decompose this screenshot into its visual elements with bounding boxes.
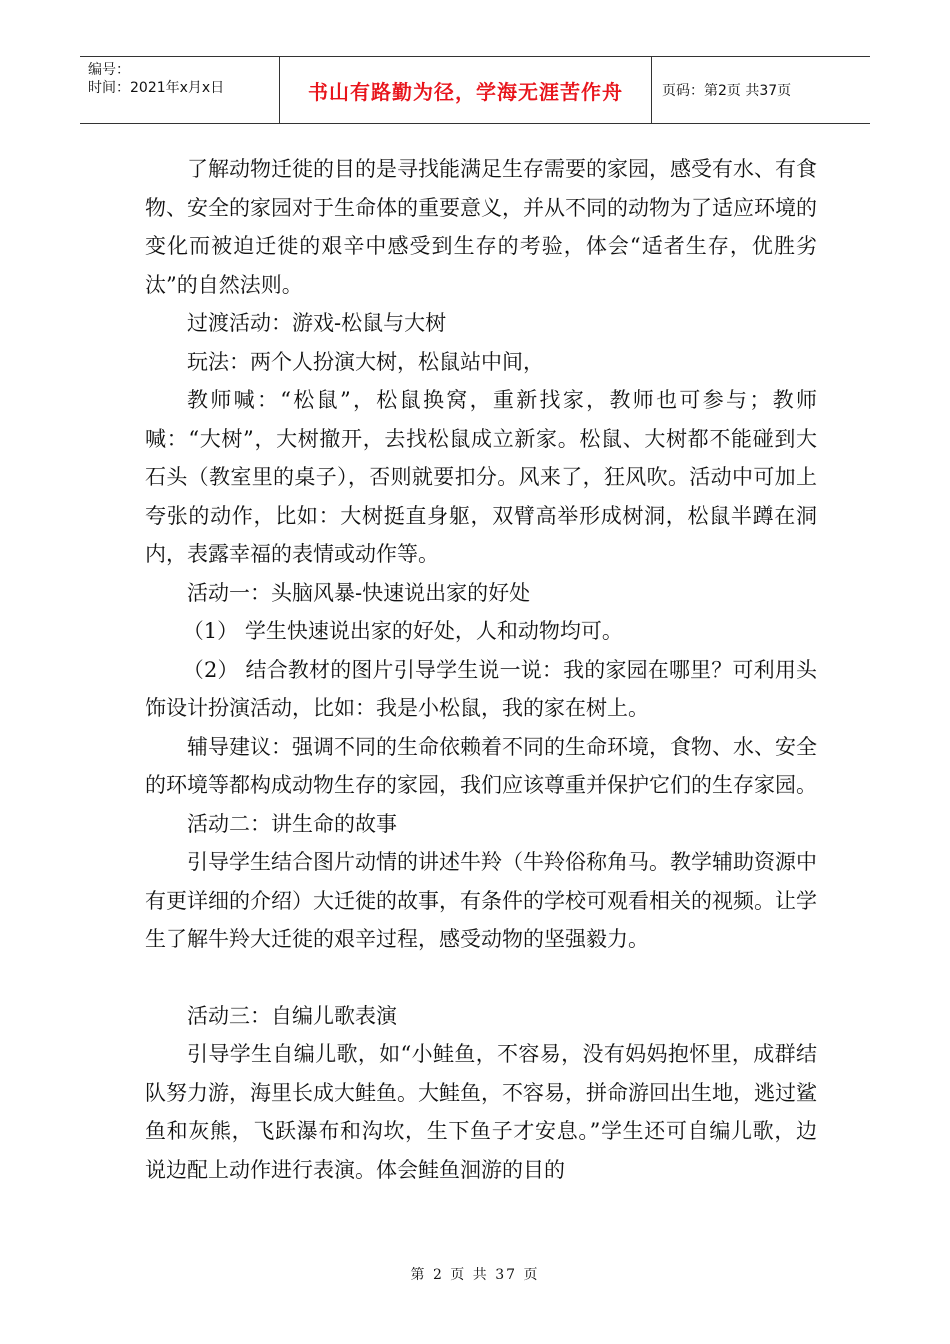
section-heading-activity-3: 活动三：自编儿歌表演 [187,1003,397,1028]
body-paragraph: 引导学生自编儿歌，如“小鲑鱼，不容易，没有妈妈抱怀里，成群结队努力游，海里长成大鲑鱼。大鲑鱼，不容易，拼命游回出生地，逃过鲨鱼和灰熊，飞跃瀑布和沟坎，生下鱼子才安息。”学生还可自编儿歌，边说边配上动作进行表演。体会鲑鱼洄游的目的 [145,1042,817,1182]
list-item: （2） 结合教材的图片引导学生说一说：我的家园在哪里？可利用头饰设计扮演活动，比如：我是小松鼠，我的家在树上。 [145,657,817,720]
page-header [80,56,870,124]
header-page-info: 页码：第2页 共37页 [662,83,792,99]
body-paragraph: 辅导建议：强调不同的生命依赖着不同的生命环境，食物、水、安全的环境等都构成动物生存的家园，我们应该尊重并保护它们的生存家园。 [145,734,817,797]
body-paragraph: 引导学生结合图片动情的讲述牛羚（牛羚俗称角马。教学辅助资源中有更详细的介绍）大迁徙的故事，有条件的学校可观看相关的视频。让学生了解牛羚大迁徙的艰辛过程，感受动物的坚强毅力。 [145,850,817,951]
section-heading-activity-1: 活动一：头脑风暴-快速说出家的好处 [187,580,531,605]
document-date: 时间：2021年x月x日 [88,80,225,96]
page-footer: 第 2 页 共 37 页 [410,1267,540,1283]
body-paragraph: 玩法：两个人扮演大树，松鼠站中间， [187,349,544,374]
header-meta [80,57,280,123]
section-heading-transition: 过渡活动：游戏-松鼠与大树 [187,311,447,335]
document-number: 编号： [88,62,130,78]
document-body [145,150,817,1189]
blank-line [145,959,817,997]
body-paragraph: 了解动物迁徙的目的是寻找能满足生存需要的家园，感受有水、有食物、安全的家园对于生命体的重要意义，并从不同的动物为了适应环境的变化而被迫迁徙的艰辛中感受到生存的考验，体会“适者生存，优胜劣汰”的自然法则。 [145,157,817,297]
body-paragraph: 教师喊：“松鼠”，松鼠换窝，重新找家，教师也可参与；教师喊：“大树”，大树撤开，去找松鼠成立新家。松鼠、大树都不能碰到大石头（教室里的桌子），否则就要扣分。风来了，狂风吹。活动中可加上夸张的动作，比如：大树挺直身躯，双臂高举形成树洞，松鼠半蹲在洞内，表露幸福的表情或动作等。 [145,388,817,566]
section-heading-activity-2: 活动二：讲生命的故事 [187,811,397,836]
list-item: （1） 学生快速说出家的好处，人和动物均可。 [182,619,623,643]
header-motto: 书山有路勤为径，学海无涯苦作舟 [280,57,652,123]
